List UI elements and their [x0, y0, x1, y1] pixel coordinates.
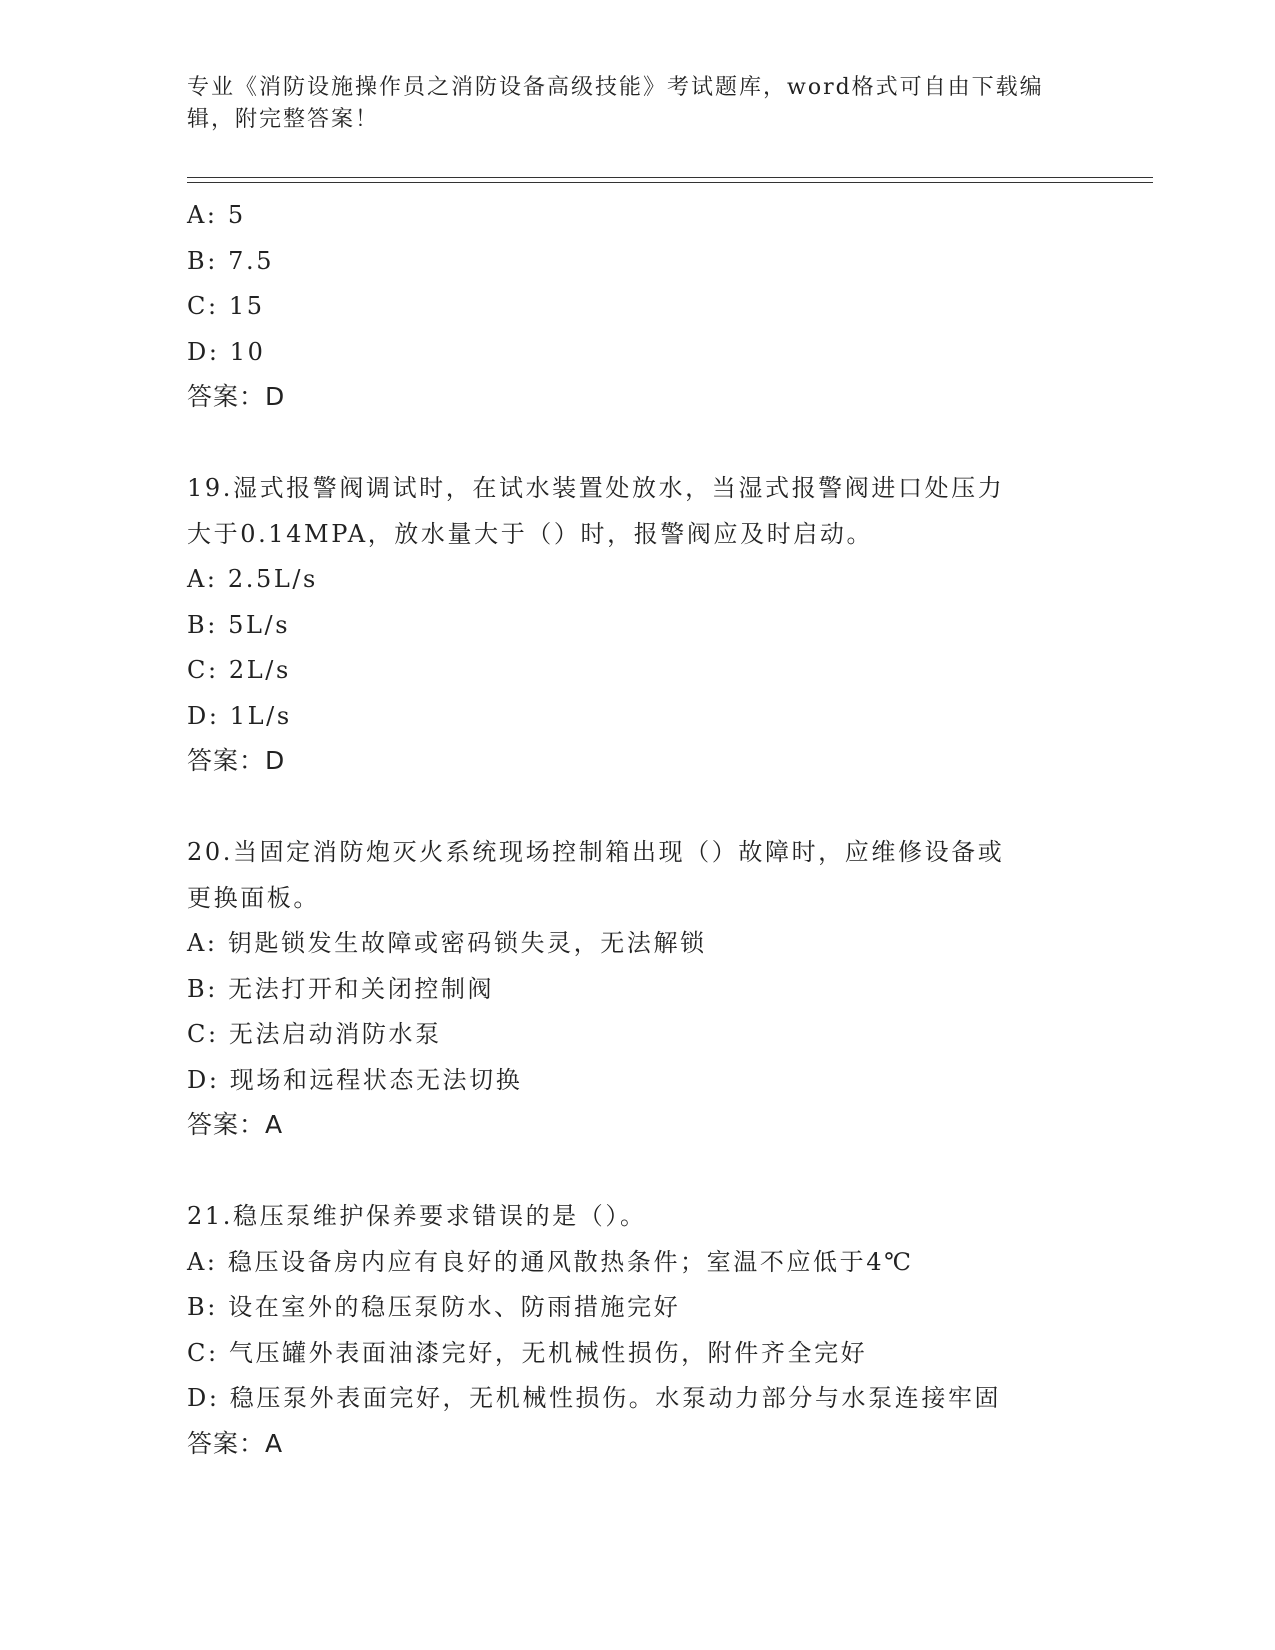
option-b: B: 7.5	[187, 246, 275, 275]
option-c: C: 无法启动消防水泵	[187, 1020, 442, 1048]
question-stem-line: 更换面板。	[187, 883, 320, 912]
question-block-20	[187, 830, 1087, 1147]
question-stem-line: 20.当固定消防炮灭火系统现场控制箱出现（）故障时，应维修设备或	[187, 838, 1005, 866]
question-stem-line: 21.稳压泵维护保养要求错误的是（）。	[187, 1202, 647, 1230]
option-d: D: 现场和远程状态无法切换	[187, 1065, 523, 1094]
header-divider-top	[187, 177, 1153, 178]
option-d: D: 10	[187, 337, 266, 366]
option-a: A: 5	[187, 201, 246, 229]
block-spacer	[187, 419, 1087, 466]
question-content	[187, 193, 1087, 1466]
option-d: D: 稳压泵外表面完好，无机械性损伤。水泵动力部分与水泵连接牢固	[187, 1384, 1002, 1412]
option-a: A: 钥匙锁发生故障或密码锁失灵，无法解锁	[187, 929, 707, 957]
answer-line: 答案：D	[187, 382, 286, 411]
question-block-18	[187, 193, 1087, 419]
option-a: A: 2.5L/s	[187, 565, 318, 593]
question-block-19	[187, 466, 1087, 783]
question-stem-line: 大于0.14MPA，放水量大于（）时，报警阀应及时启动。	[187, 519, 874, 548]
option-b: B: 无法打开和关闭控制阀	[187, 974, 495, 1003]
option-b: B: 5L/s	[187, 610, 291, 639]
header-line-1: 专业《消防设施操作员之消防设备高级技能》考试题库，word格式可自由下载编	[187, 75, 1044, 100]
answer-line: 答案：A	[187, 1110, 284, 1139]
option-b: B: 设在室外的稳压泵防水、防雨措施完好	[187, 1293, 681, 1321]
option-a: A: 稳压设备房内应有良好的通风散热条件；室温不应低于4℃	[187, 1247, 914, 1276]
block-spacer	[187, 783, 1087, 830]
option-c: C: 2L/s	[187, 656, 291, 684]
header-divider-bottom	[187, 182, 1153, 183]
option-d: D: 1L/s	[187, 701, 292, 730]
question-block-21	[187, 1194, 1087, 1466]
answer-line: 答案：A	[187, 1428, 284, 1458]
question-stem-line: 19.湿式报警阀调试时，在试水装置处放水，当湿式报警阀进口处压力	[187, 474, 1005, 502]
document-header	[187, 72, 1067, 136]
block-spacer	[187, 1147, 1087, 1194]
header-line-2: 辑，附完整答案！	[187, 107, 380, 132]
answer-line: 答案：D	[187, 746, 286, 775]
option-c: C: 15	[187, 292, 265, 320]
option-c: C: 气压罐外表面油漆完好，无机械性损伤，附件齐全完好	[187, 1338, 868, 1367]
